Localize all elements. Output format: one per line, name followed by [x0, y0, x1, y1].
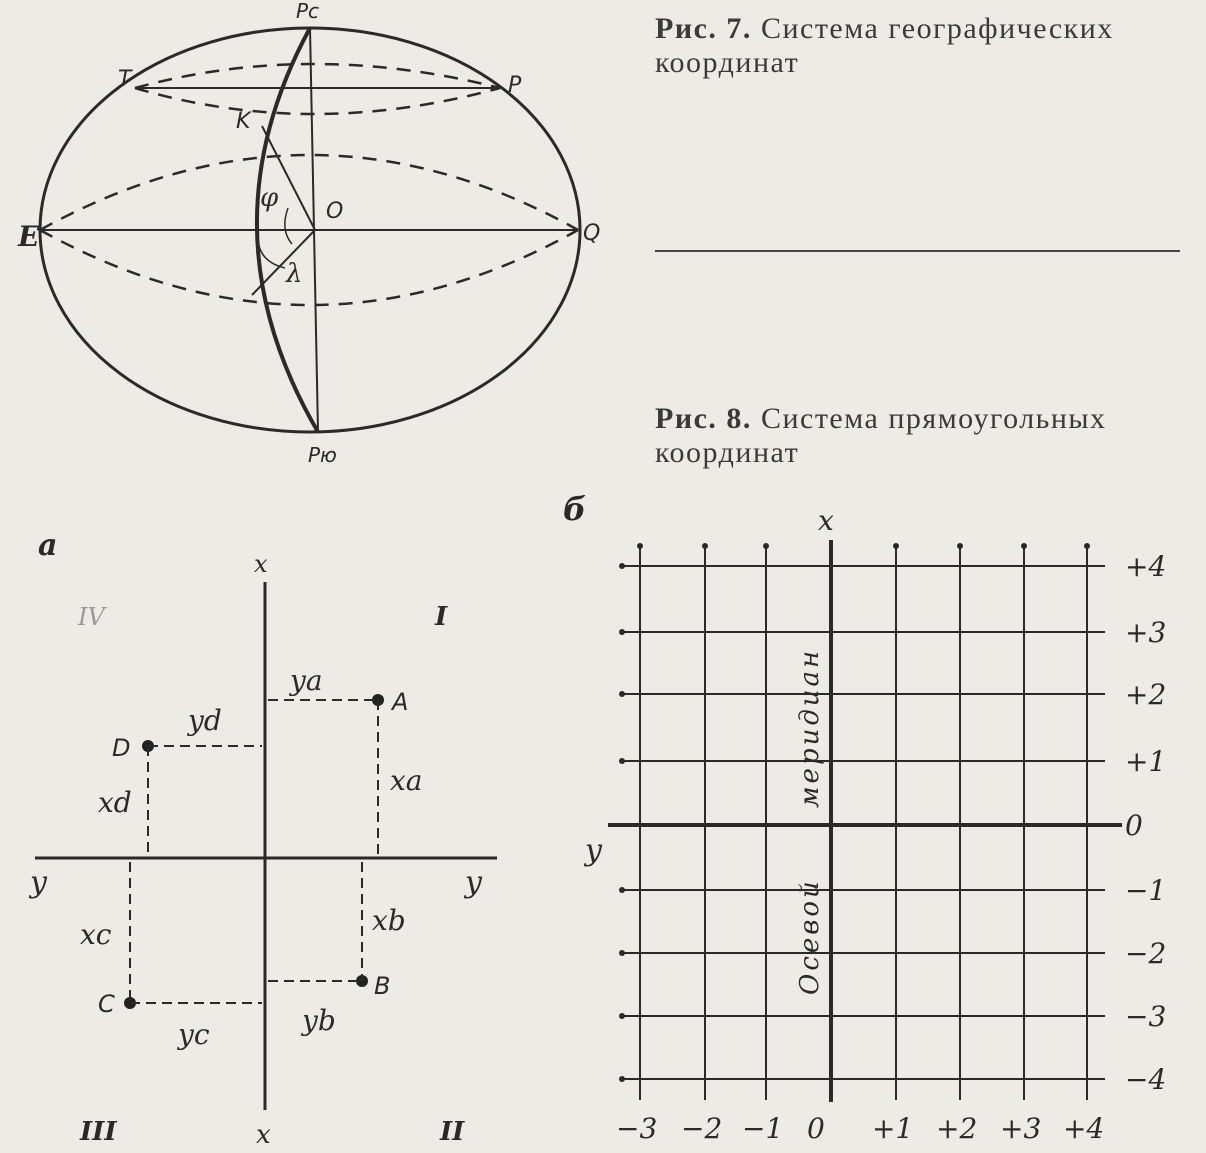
- label-k: K: [236, 109, 251, 134]
- axis-x-bottom-label: x: [256, 1120, 271, 1150]
- axis-y-left-label: y: [30, 865, 47, 900]
- grid-axis-x-label: x: [818, 504, 834, 537]
- yd-label: yd: [188, 704, 222, 737]
- grid-tick-dot: [1084, 543, 1090, 549]
- axis-y-right-label: y: [465, 865, 482, 900]
- grid-y-tick-label: +4: [1063, 1112, 1105, 1145]
- label-q: Q: [583, 221, 601, 246]
- xa-label: xa: [390, 764, 423, 797]
- ya-label: ya: [290, 664, 323, 697]
- quadrant-4-label: IV: [78, 603, 105, 631]
- grid-x-tick-label: +4: [1125, 550, 1167, 583]
- grid-y-tick-label: +1: [872, 1112, 914, 1145]
- meridian-upper-label: меридиан: [795, 647, 825, 808]
- grid-x-tick-label: +3: [1125, 616, 1167, 649]
- fig8a-diagram: [28, 528, 497, 1150]
- grid-y-tick-label: +3: [1000, 1112, 1042, 1145]
- fig7-globe: [17, 0, 600, 467]
- label-p: P: [508, 73, 522, 98]
- yb-label: yb: [302, 1004, 336, 1037]
- panel-b-label: б: [563, 490, 587, 528]
- parallel-front-arc: [135, 88, 500, 114]
- fig8-caption-text: Система прямоугольных координат: [655, 402, 1107, 469]
- quadrant-1-label: I: [435, 602, 448, 632]
- xb-label: xb: [372, 904, 406, 937]
- grid-tick-dot: [619, 950, 625, 956]
- grid-tick-dot: [619, 1076, 625, 1082]
- axis-x-top-label: x: [254, 550, 268, 578]
- phi-arc: [285, 208, 292, 244]
- grid-tick-dot: [893, 543, 899, 549]
- grid-y-tick-label: 0: [807, 1112, 825, 1145]
- grid-x-tick-label: +2: [1125, 678, 1167, 711]
- grid-x-tick-label: −1: [1125, 874, 1167, 907]
- fig7-caption-label: Рис. 7.: [655, 12, 752, 45]
- grid-y-tick-label: −3: [616, 1112, 658, 1145]
- fig7-caption-text: Система географических координат: [655, 12, 1114, 79]
- grid-x-tick-label: +1: [1125, 745, 1167, 778]
- grid-y-tick-label: −2: [681, 1112, 723, 1145]
- xd-label: xd: [98, 786, 132, 819]
- grid-tick-dot: [763, 543, 769, 549]
- quadrant-3-label: III: [80, 1117, 117, 1147]
- label-e: E: [18, 220, 40, 253]
- yc-label: yc: [178, 1018, 210, 1051]
- grid-tick-dot: [957, 543, 963, 549]
- grid-tick-dot: [702, 543, 708, 549]
- radius-to-k: [262, 126, 315, 230]
- equator-front-arc: [40, 230, 578, 305]
- label-phi: φ: [260, 183, 279, 213]
- grid-tick-dot: [637, 543, 643, 549]
- radius-to-meridian-base: [252, 230, 315, 295]
- xc-label: xc: [80, 918, 112, 951]
- point-a-label: A: [392, 688, 409, 716]
- grid-tick-dot: [1021, 543, 1027, 549]
- grid-y-tick-label: −1: [742, 1112, 784, 1145]
- label-o: O: [326, 199, 344, 224]
- parallel-back-arc: [135, 64, 500, 88]
- point-b-label: B: [374, 972, 391, 1000]
- grid-tick-dot: [619, 691, 625, 697]
- label-pole-north: Pc: [296, 0, 320, 23]
- point-c-label: C: [98, 990, 115, 1018]
- grid-tick-dot: [619, 1013, 625, 1019]
- grid-axis-y-label: y: [585, 833, 602, 868]
- grid-x-tick-label: −3: [1125, 1000, 1167, 1033]
- label-pole-south: Pю: [308, 443, 337, 467]
- quadrant-2-label: II: [440, 1117, 465, 1147]
- panel-a-label: а: [38, 528, 58, 563]
- grid-tick-dot: [619, 887, 625, 893]
- label-lambda: λ: [286, 259, 303, 289]
- meridian-lower-label: Осевой: [795, 878, 825, 995]
- label-t: T: [118, 67, 132, 92]
- grid-x-tick-label: −2: [1125, 937, 1167, 970]
- point-d-label: D: [112, 734, 131, 762]
- fig8-caption-label: Рис. 8.: [655, 402, 752, 435]
- grid-y-tick-label: +2: [936, 1112, 978, 1145]
- grid-tick-dot: [619, 563, 625, 569]
- grid-x-tick-label: 0: [1125, 809, 1143, 842]
- fig8b-grid: [563, 490, 1166, 1145]
- grid-tick-dot: [619, 629, 625, 635]
- grid-tick-dot: [619, 758, 625, 764]
- grid-x-tick-label: −4: [1125, 1063, 1167, 1096]
